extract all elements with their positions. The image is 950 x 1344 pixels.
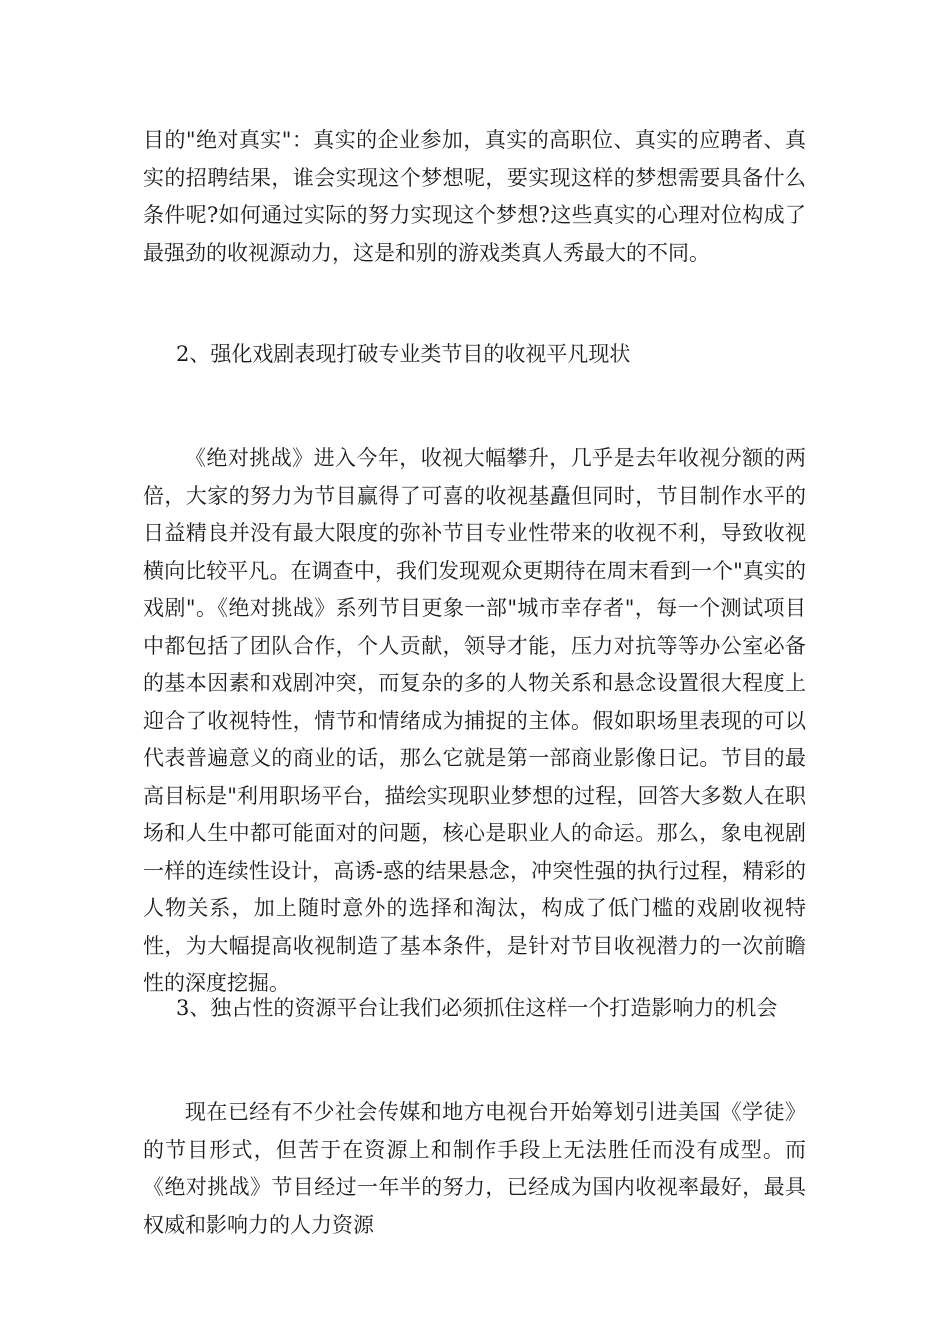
paragraph-real-authenticity: 目的"绝对真实"：真实的企业参加，真实的高职位、真实的应聘者、真实的招聘结果，谁会实现这个梦想呢，要实现这样的梦想需要具备什么条件呢?如何通过实际的努力实现这个梦想?这些真实的心理对位构成了最强劲的收视源动力，这是和别的游戏类真人秀最大的不同。: [143, 128, 806, 265]
paragraph-drama-ratings: 《绝对挑战》进入今年，收视大幅攀升，几乎是去年收视分额的两倍，大家的努力为节目赢得了可喜的收视基矗但同时，节目制作水平的日益精良并没有最大限度的弥补节目专业性带来的收视不利，导致收视横向比较平凡。在调查中，我们发现观众更期待在周末看到一个"真实的戏剧"。《绝对挑战》系列节目更象一部"城市幸存者"，每一个测试项目中都包括了团队合作，个人贡献，领导才能，压力对抗等等办公室必备的基本因素和戏剧冲突，而复杂的多的人物关系和悬念设置很大程度上迎合了收视特性，情节和情绪成为捕捉的主体。假如职场里表现的可以代表普遍意义的商业的话，那么它就是第一部商业影像日记。节目的最高目标是"利用职场平台，描绘实现职业梦想的过程，回答大多数人在职场和人生中都可能面对的问题，核心是职业人的命运。那么，象电视剧一样的连续性设计，高诱-惑的结果悬念，冲突性强的执行过程，精彩的人物关系，加上随时意外的选择和淘汰，构成了低门槛的戏剧收视特性，为大幅提高收视制造了基本条件，是针对节目收视潜力的一次前瞻性的深度挖掘。: [143, 446, 806, 995]
section-heading-2: 2、强化戏剧表现打破专业类节目的收视平凡现状: [176, 342, 631, 366]
paragraph-exclusive-platform: 现在已经有不少社会传媒和地方电视台开始筹划引进美国《学徒》的节目形式，但苦于在资源上和制作手段上无法胜任而没有成型。而《绝对挑战》节目经过一年半的努力，已经成为国内收视率最好，最具权威和影响力的人力资源: [143, 1100, 806, 1237]
section-heading-3: 3、独占性的资源平台让我们必须抓住这样一个打造影响力的机会: [176, 996, 778, 1020]
